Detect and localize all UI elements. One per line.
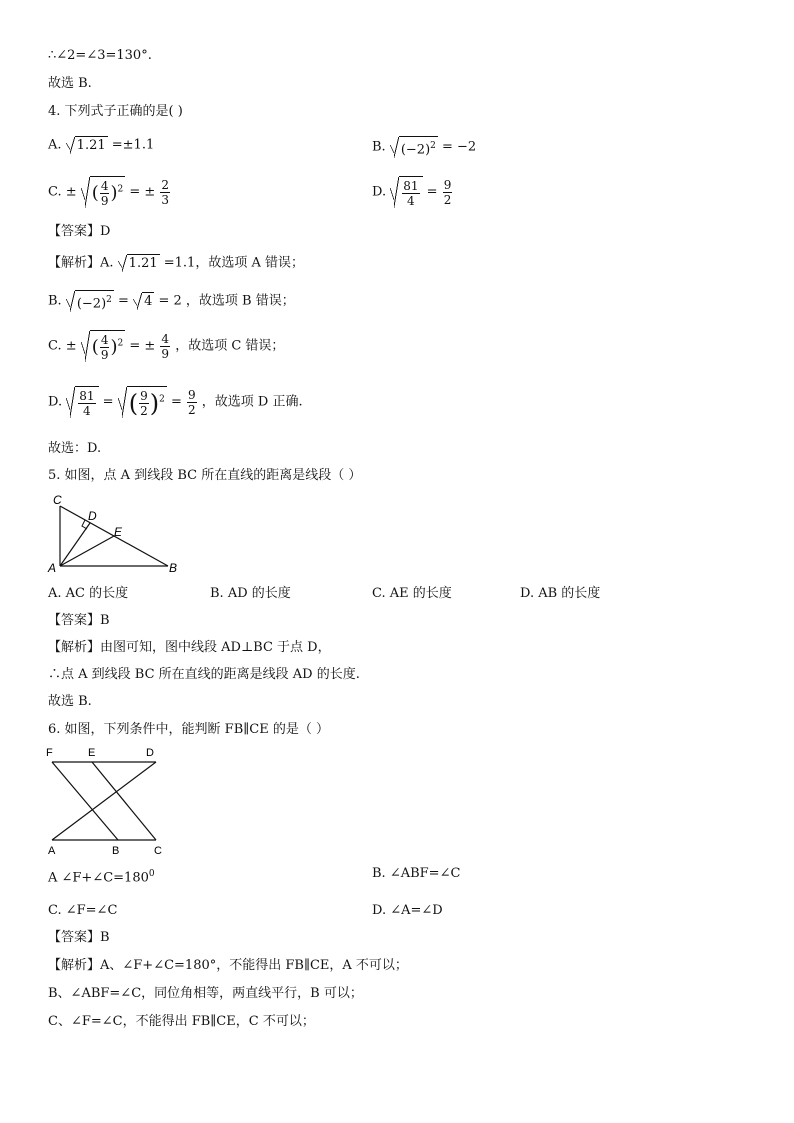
equals: = ± (129, 184, 156, 200)
radicand: (−2) (400, 142, 431, 158)
sqrt: ( $\frac{4}{9}$ )$^2$ (90, 176, 125, 208)
option-b (372, 136, 476, 158)
point-label: C (154, 845, 162, 856)
option-b: B. AD 的长度 (210, 586, 291, 601)
question-4: 4. 下列式子正确的是( ) (48, 104, 183, 119)
option-d: D. ∠A=∠D (372, 903, 443, 918)
answer-5: 【答案】B (48, 613, 110, 628)
equals: = (426, 184, 438, 200)
point-label: C (53, 493, 62, 507)
explanation-5-line2: ∴点 A 到线段 BC 所在直线的距离是线段 AD 的长度. (48, 667, 360, 682)
triangle-figure (44, 490, 184, 576)
explanation-d: D. $\frac{81}{4}$ = ( $\frac{9}{2}$ )$^2$ = $\frac{9}{2}$ ，故选项 D 正确. (48, 387, 303, 418)
fraction: $\frac{9}{2}$ (443, 177, 452, 207)
option-text: = −2 (442, 139, 477, 155)
option-c: C. ∠F=∠C (48, 903, 118, 918)
option-d: D. AB 的长度 (520, 586, 601, 601)
exponent: 2 (430, 141, 436, 151)
answer-6: 【答案】B (48, 930, 110, 945)
point-label: A (48, 561, 57, 575)
fraction: $\frac{2}{3}$ (161, 177, 170, 207)
point-label: A (48, 845, 56, 856)
selection-4: 故选：D. (48, 441, 102, 456)
point-label: B (169, 561, 178, 575)
option-label: D. (372, 184, 387, 200)
sqrt: $\frac{81}{4}$ (399, 176, 422, 208)
explanation-c: C. ± ( $\frac{4}{9}$ )$^2$ = ± $\frac{4}{9}$ ，故选项 C 错误； (48, 331, 285, 362)
explanation-5: 【解析】由图可知，图中线段 AD⊥BC 于点 D， (48, 640, 331, 655)
question-6: 6. 如图，下列条件中，能判断 FB∥CE 的是（ ） (48, 722, 329, 737)
option-label: A. (48, 137, 62, 153)
explanation-6-b: B、∠ABF=∠C，同位角相等，两直线平行，B 可以； (48, 986, 363, 1001)
option-label: B. (372, 139, 386, 155)
point-label: F (46, 747, 53, 759)
explanation-a: 【解析】A. 1.21 =1.1，故选项 A 错误； (48, 255, 304, 271)
answer-4: 【答案】D (48, 224, 111, 239)
sqrt: 1.21 (76, 138, 106, 153)
parallel-lines-figure (44, 744, 174, 856)
point-label: E (88, 747, 96, 759)
option-a: A. AC 的长度 (48, 586, 129, 601)
option-text: =±1.1 (111, 137, 155, 153)
selection-5: 故选 B. (48, 694, 92, 709)
text-line: 故选 B. (48, 76, 92, 91)
option-label: C. ± (48, 184, 77, 200)
point-label: D (146, 747, 154, 759)
point-label: E (114, 525, 123, 539)
point-label: B (112, 845, 120, 856)
explanation-6-a: 【解析】A、∠F+∠C=180°，不能得出 FB∥CE，A 不可以； (48, 958, 408, 973)
option-d (372, 176, 453, 208)
sqrt (399, 136, 438, 158)
option-a: A $\angle F+\angle C=180^0$ (48, 869, 155, 886)
explanation-6-c: C、∠F=∠C，不能得出 FB∥CE，C 不可以； (48, 1014, 315, 1029)
option-b: B. ∠ABF=∠C (372, 866, 461, 881)
explanation-b: B. $(-2)^2 = 4 = 2$ ，故选项 B 错误； (48, 290, 295, 312)
option-a (48, 136, 154, 154)
option-c: C. AE 的长度 (372, 586, 452, 601)
text-line: ∴∠2=∠3=130°. (48, 48, 152, 63)
point-label: D (88, 509, 97, 523)
question-5: 5. 如图，点 A 到线段 BC 所在直线的距离是线段（ ） (48, 468, 362, 483)
option-c (48, 176, 171, 208)
